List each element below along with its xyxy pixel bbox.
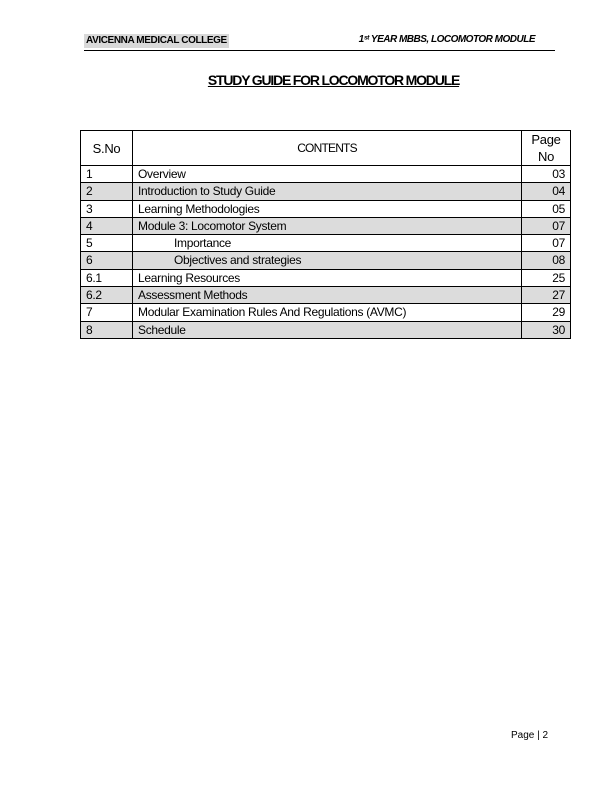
row-content: Module 3: Locomotor System: [133, 217, 522, 234]
row-sno: 2: [81, 183, 133, 200]
page-number: Page | 2: [511, 730, 549, 741]
institution-name: AVICENNA MEDICAL COLLEGE: [86, 35, 227, 46]
table-row: [81, 321, 571, 338]
row-content: Learning Resources: [133, 269, 522, 286]
row-page: 29: [522, 304, 571, 321]
page-header-line2: No: [537, 149, 555, 164]
table-header-row: [81, 131, 571, 166]
row-sno: 6.2: [81, 287, 133, 304]
table-row: [81, 304, 571, 321]
row-page: 30: [522, 321, 571, 338]
row-content: Learning Methodologies: [133, 200, 522, 217]
row-page: 03: [522, 166, 571, 183]
table-row: [81, 252, 571, 269]
row-content: Assessment Methods: [133, 287, 522, 304]
row-page: 25: [522, 269, 571, 286]
table-row: [81, 166, 571, 183]
row-sno: 6: [81, 252, 133, 269]
table-row: [81, 217, 571, 234]
row-sno: 5: [81, 235, 133, 252]
row-sno: 8: [81, 321, 133, 338]
row-page: 08: [522, 252, 571, 269]
page-no-header: [522, 131, 571, 166]
row-content: Objectives and strategies: [133, 252, 522, 269]
row-sno: 1: [81, 166, 133, 183]
row-content: Introduction to Study Guide: [133, 183, 522, 200]
contents-header: CONTENTS: [133, 131, 522, 166]
table-row: [81, 287, 571, 304]
row-sno: 6.1: [81, 269, 133, 286]
page-header-line1: Page: [531, 132, 561, 147]
table-row: [81, 200, 571, 217]
row-content: Schedule: [133, 321, 522, 338]
sno-header: S.No: [81, 131, 133, 166]
row-content: Importance: [133, 235, 522, 252]
table-row: [81, 235, 571, 252]
row-page: 07: [522, 235, 571, 252]
document-title: STUDY GUIDE FOR LOCOMOTOR MODULE: [207, 72, 460, 88]
row-sno: 7: [81, 304, 133, 321]
page-header: [84, 33, 555, 51]
row-page: 27: [522, 287, 571, 304]
contents-table: [80, 130, 571, 339]
table-row: [81, 183, 571, 200]
row-page: 05: [522, 200, 571, 217]
row-sno: 4: [81, 217, 133, 234]
row-page: 04: [522, 183, 571, 200]
row-content: Overview: [133, 166, 522, 183]
row-page: 07: [522, 217, 571, 234]
row-content: Modular Examination Rules And Regulations (AVMC): [133, 304, 522, 321]
table-row: [81, 269, 571, 286]
row-sno: 3: [81, 200, 133, 217]
module-label: 1ˢᵗ YEAR MBBS, LOCOMOTOR MODULE: [358, 34, 535, 45]
